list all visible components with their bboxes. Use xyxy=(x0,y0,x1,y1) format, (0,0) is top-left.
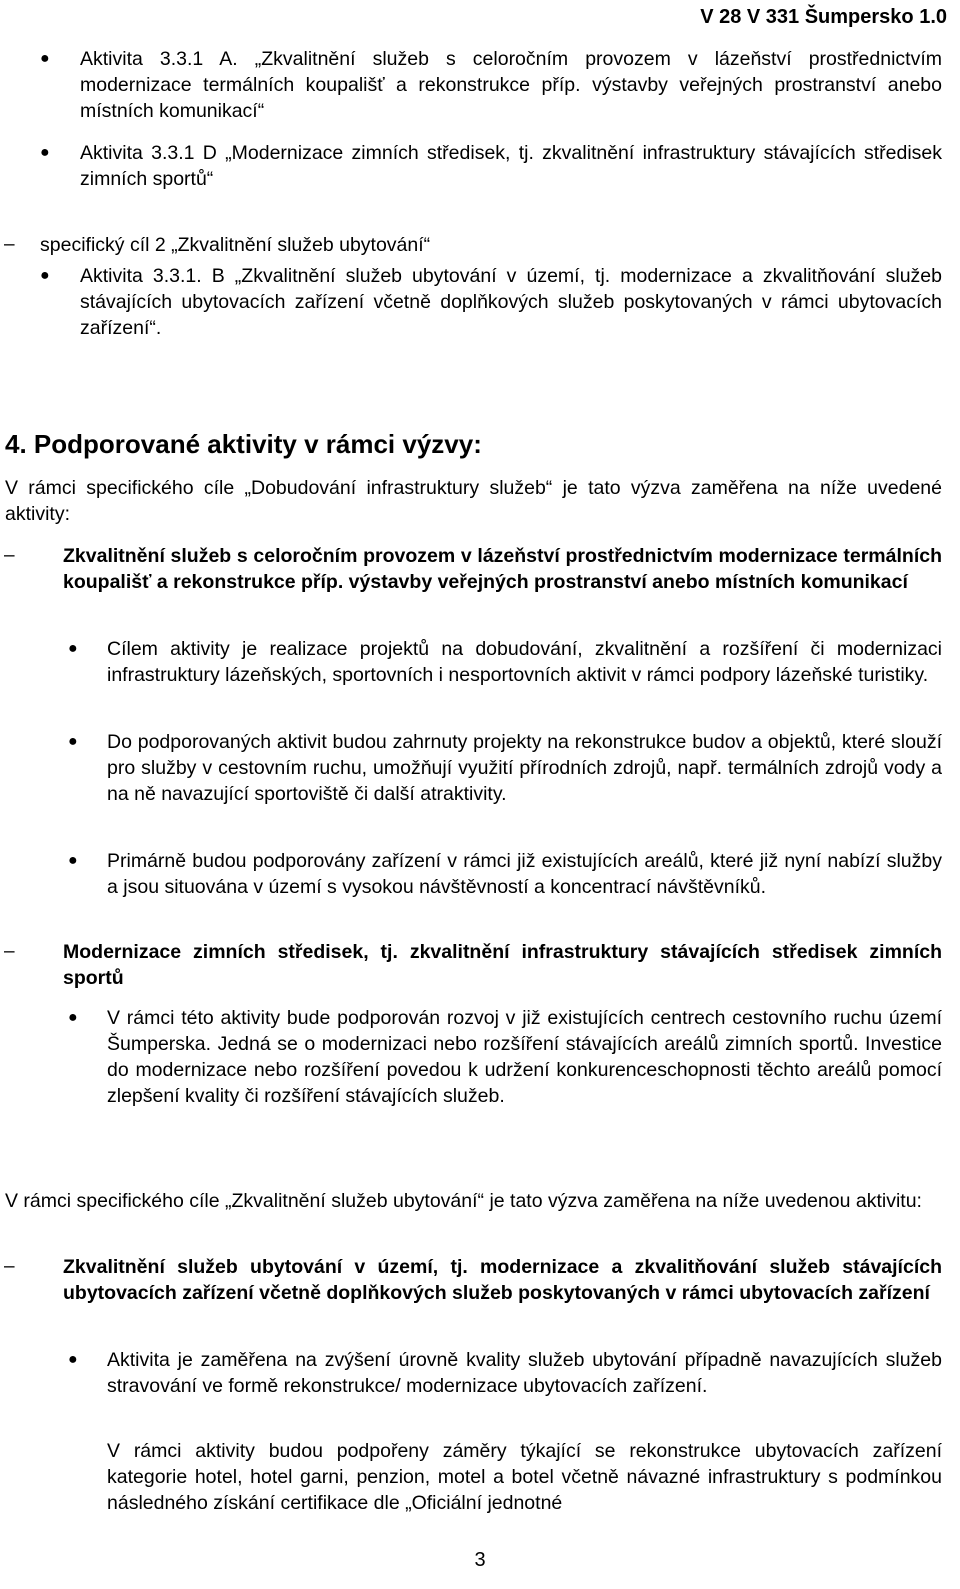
bullet-icon: ● xyxy=(68,1009,78,1026)
list-item: Aktivita 3.3.1 D „Modernizace zimních středisek, tj. zkvalitnění infrastruktury stávajících středisek zimních sportů“ xyxy=(80,142,942,190)
dash-icon: – xyxy=(4,234,15,255)
section-title: 4. Podporované aktivity v rámci výzvy: xyxy=(5,429,482,459)
list-item: Primárně budou podporovány zařízení v rámci již existujících areálů, které již nyní nabízí služby a jsou situována v území s vysokou návštěvností a koncentrací návštěvníků. xyxy=(107,850,942,898)
list-item: Aktivita je zaměřena na zvýšení úrovně kvality služeb ubytování případně navazujících služeb stravování ve formě rekonstrukce/ modernizace ubytovacích zařízení. xyxy=(107,1349,942,1397)
list-item: V rámci této aktivity bude podporován rozvoj v již existujících centrech cestovního ruchu území Šumperska. Jedná se o modernizaci nebo rozšíření stávajících areálů zimních sportů. Investice do modernizace nebo rozšíření povedou k udržení konkurenceschopnosti těchto areálů pomocí zlepšení kvality či rozšíření stávajících služeb. xyxy=(107,1007,942,1107)
bullet-icon: ● xyxy=(68,1351,78,1368)
activity-title: Modernizace zimních středisek, tj. zkvalitnění infrastruktury stávajících středisek zimních sportů xyxy=(63,941,942,989)
list-item: Aktivita 3.3.1 A. „Zkvalitnění služeb s celoročním provozem v lázeňství prostřednictvím modernizace termálních koupališť a rekonstrukce příp. výstavby veřejných prostranství anebo místních komunikací“ xyxy=(80,48,942,122)
list-item: Do podporovaných aktivit budou zahrnuty projekty na rekonstrukce budov a objektů, které slouží pro služby v cestovním ruchu, umožňují využití přírodních zdrojů, např. termálních zdrojů vody a na ně navazující sportoviště či další atraktivity. xyxy=(107,731,942,805)
activity-title: Zkvalitnění služeb s celoročním provozem v lázeňství prostřednictvím modernizace termálních koupališť a rekonstrukce příp. výstavby veřejných prostranství anebo místních komunikací xyxy=(63,545,942,593)
document-code: V 28 V 331 Šumpersko 1.0 xyxy=(700,6,947,28)
section-intro: V rámci specifického cíle „Zkvalitnění služeb ubytování“ je tato výzva zaměřena na níže uvedenou aktivitu: xyxy=(5,1190,922,1212)
paragraph: V rámci aktivity budou podpořeny záměry týkající se rekonstrukce ubytovacích zařízení kategorie hotel, hotel garni, penzion, motel a botel včetně návazné infrastruktury s podmínkou následného získání certifikace dle „Oficiální jednotné xyxy=(107,1440,942,1514)
dash-icon: – xyxy=(4,1256,15,1277)
bullet-icon: ● xyxy=(68,640,78,657)
list-item: Cílem aktivity je realizace projektů na dobudování, zkvalitnění a rozšíření či modernizaci infrastruktury lázeňských, sportovních i nesportovních aktivit v rámci podpory lázeňské turistiky. xyxy=(107,638,942,686)
bullet-icon: ● xyxy=(40,267,50,284)
bullet-icon: ● xyxy=(68,733,78,750)
section-intro: V rámci specifického cíle „Dobudování infrastruktury služeb“ je tato výzva zaměřena na níže uvedené aktivity: xyxy=(5,477,942,525)
bullet-icon: ● xyxy=(68,852,78,869)
dash-icon: – xyxy=(4,941,15,962)
dash-icon: – xyxy=(4,545,15,566)
bullet-icon: ● xyxy=(40,144,50,161)
page-number: 3 xyxy=(474,1549,486,1571)
goal-label: specifický cíl 2 „Zkvalitnění služeb ubytování“ xyxy=(40,234,431,256)
bullet-icon: ● xyxy=(40,50,50,67)
list-item: Aktivita 3.3.1. B „Zkvalitnění služeb ubytování v území, tj. modernizace a zkvalitňování služeb stávajících ubytovacích zařízení včetně doplňkových služeb poskytovaných v rámci ubytovacích zařízení“. xyxy=(80,265,942,339)
activity-title: Zkvalitnění služeb ubytování v území, tj. modernizace a zkvalitňování služeb stávajících ubytovacích zařízení včetně doplňkových služeb poskytovaných v rámci ubytovacích zařízení xyxy=(63,1256,942,1304)
